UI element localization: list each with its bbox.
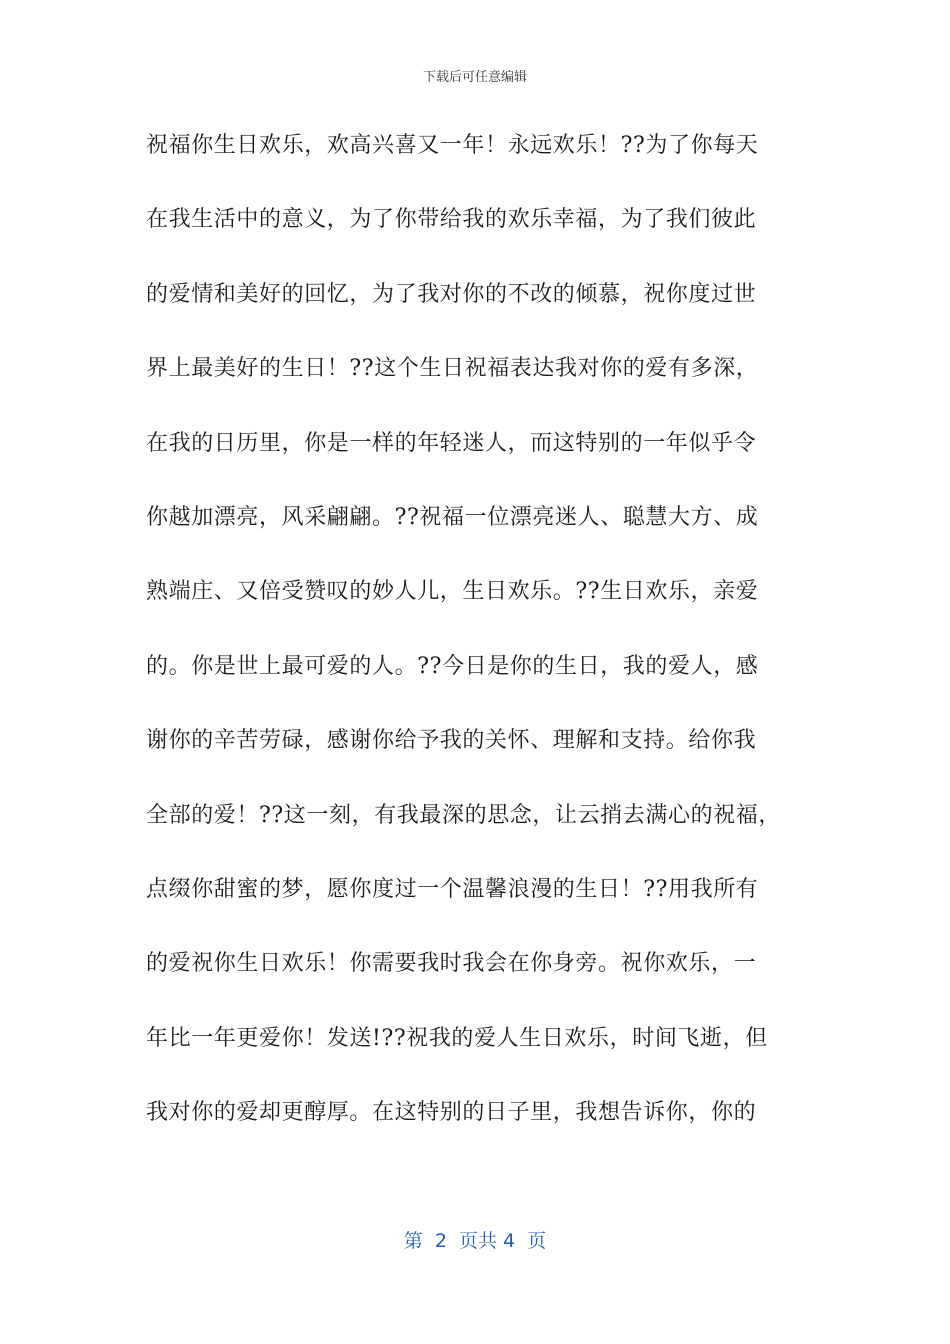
text-line: 在我生活中的意义，为了你带给我的欢乐幸福，为了我们彼此 <box>146 207 757 233</box>
document-body <box>146 124 814 1165</box>
text-line: 我对你的爱却更醇厚。在这特别的日子里，我想告诉你，你的 <box>146 1100 757 1126</box>
text-line: 熟端庄、又倍受赞叹的妙人儿，生日欢乐。??生日欢乐，亲爱 <box>146 579 759 605</box>
text-line: 谢你的辛苦劳碌，感谢你给予我的关怀、理解和支持。给你我 <box>146 728 757 754</box>
text-line: 年比一年更爱你！发送!??祝我的爱人生日欢乐，时间飞逝，但 <box>146 1025 768 1051</box>
text-line: 点缀你甜蜜的梦，愿你度过一个温馨浪漫的生日！??用我所有 <box>146 876 759 902</box>
text-line: 祝福你生日欢乐，欢高兴喜又一年！永远欢乐！??为了你每天 <box>146 133 759 158</box>
text-line: 你越加漂亮，风采翩翩。??祝福一位漂亮迷人、聪慧大方、成 <box>146 504 759 530</box>
text-line: 界上最美好的生日！??这个生日祝福表达我对你的爱有多深， <box>146 356 759 382</box>
text-line: 全部的爱！??这一刻，有我最深的思念，让云捎去满心的祝福， <box>146 802 781 828</box>
text-line: 的。你是世上最可爱的人。??今日是你的生日，我的爱人，感 <box>146 653 759 679</box>
text-line: 的爱情和美好的回忆，为了我对你的不改的倾慕，祝你度过世 <box>146 281 757 307</box>
text-line: 的爱祝你生日欢乐！你需要我时我会在你身旁。祝你欢乐，一 <box>146 951 757 977</box>
page-header: 下载后可任意编辑 <box>422 70 527 85</box>
text-line: 在我的日历里，你是一样的年轻迷人，而这特别的一年似乎令 <box>146 430 757 456</box>
page-number: 第 2 页共 4 页 <box>403 1230 547 1252</box>
